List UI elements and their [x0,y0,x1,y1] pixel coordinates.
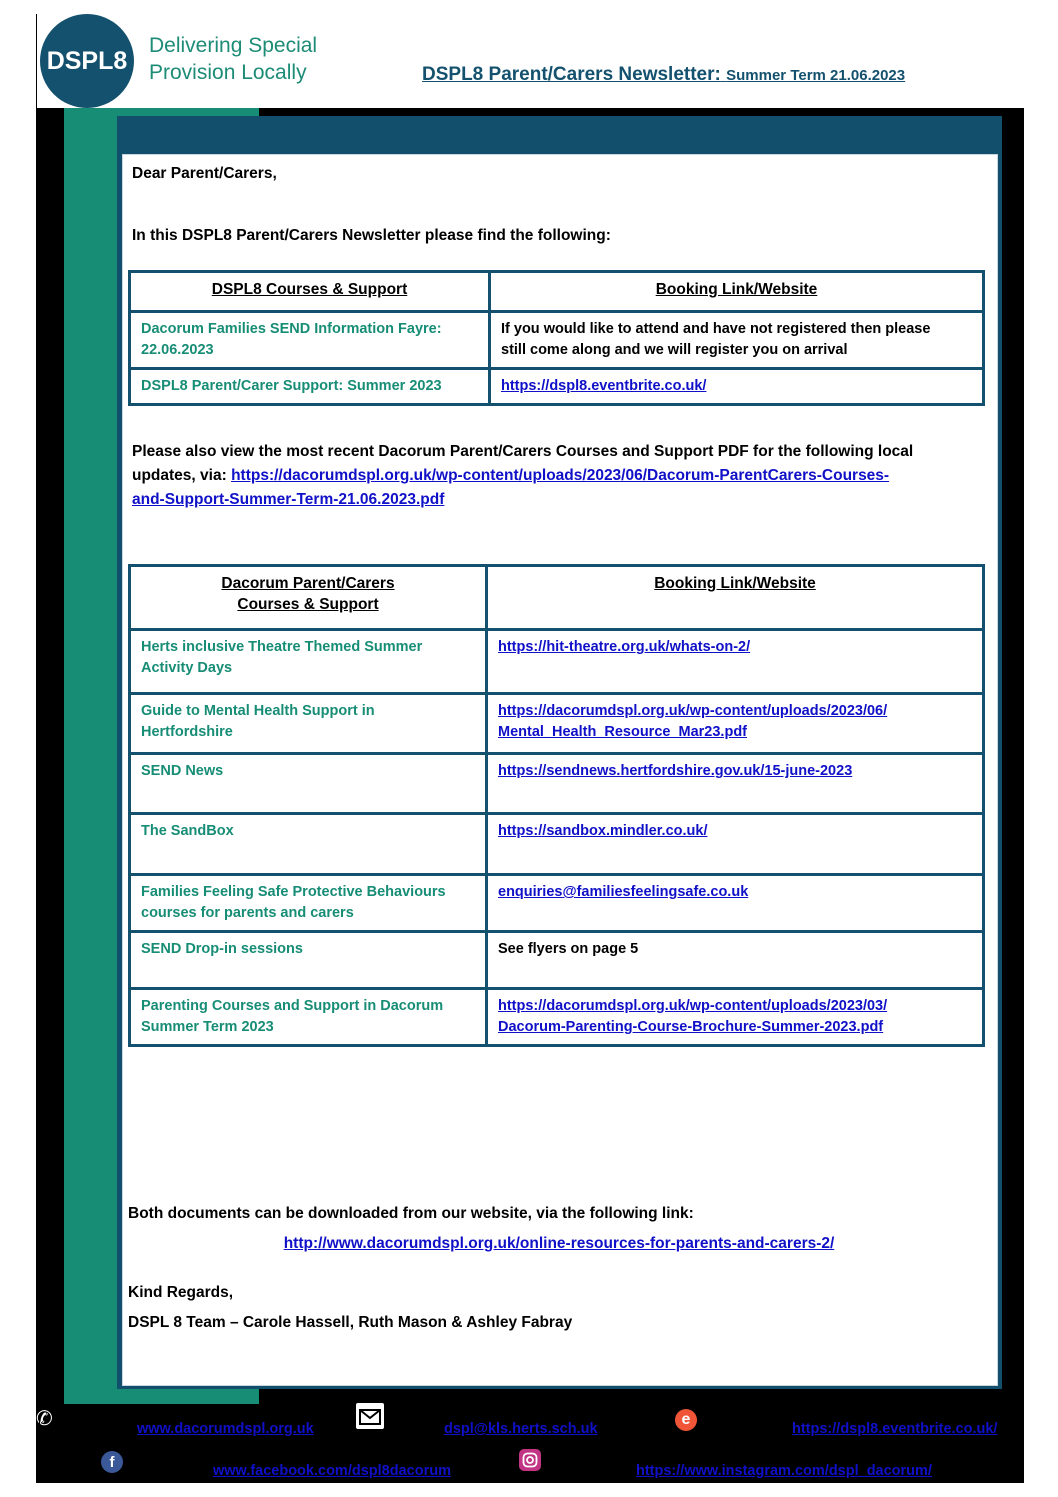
table-row [130,814,984,875]
table-row [130,754,984,814]
booking-email[interactable]: enquiries@familiesfeelingsafe.co.uk [487,875,984,932]
course-name: SEND Drop-in sessions [130,932,487,989]
course-name: DSPL8 Parent/Carer Support: Summer 2023 [130,369,490,405]
booking-info: See flyers on page 5 [487,932,984,989]
booking-link[interactable]: https://sendnews.hertfordshire.gov.uk/15-june-2023 [487,754,984,814]
logo-badge: DSPL8 [40,14,134,108]
table-row [130,932,984,989]
course-name: The SandBox [130,814,487,875]
course-name: Dacorum Families SEND Information Fayre: 22.06.2023 [130,312,490,369]
eventbrite-icon: e [675,1409,697,1431]
instagram-icon [519,1449,541,1471]
web-icon: ✆ [36,1408,53,1430]
download-link[interactable]: http://www.dacorumdspl.org.uk/online-resources-for-parents-and-carers-2/ [283,1235,835,1252]
regards: Kind Regards, [128,1284,234,1301]
table-row [130,694,984,754]
course-name: Guide to Mental Health Support in Hertfordshire [130,694,487,754]
header-band [334,14,1024,108]
booking-info: If you would like to attend and have not registered then please still come along and we will register you on arrival [490,312,984,369]
table-row [130,989,984,1046]
dspl8-courses-table [128,270,985,406]
footer-website-link[interactable]: www.dacorumdspl.org.uk [137,1421,314,1437]
booking-link[interactable]: https://dacorumdspl.org.uk/wp-content/uploads/2023/06/ Mental_Health_Resource_Mar23.pdf [487,694,984,754]
booking-link[interactable]: https://dacorumdspl.org.uk/wp-content/uploads/2023/03/ Dacorum-Parenting-Course-Brochure-Summer-2023.pdf [487,989,984,1046]
greeting: Dear Parent/Carers, [132,165,277,182]
facebook-icon: f [101,1451,123,1473]
team-signature: DSPL 8 Team – Carole Hassell, Ruth Mason & Ashley Fabray [128,1314,573,1331]
booking-link[interactable]: https://dspl8.eventbrite.co.uk/ [490,369,984,405]
column-header: DSPL8 Courses & Support [130,272,490,312]
course-name: Herts inclusive Theatre Themed Summer Activity Days [130,630,487,694]
course-name: Parenting Courses and Support in Dacorum Summer Term 2023 [130,989,487,1046]
pdf-link[interactable]: https://dacorumdspl.org.uk/wp-content/uploads/2023/06/Dacorum-ParentCarers-Courses- [231,467,890,484]
booking-link[interactable]: https://hit-theatre.org.uk/whats-on-2/ [487,630,984,694]
booking-link[interactable]: https://sandbox.mindler.co.uk/ [487,814,984,875]
email-icon [356,1403,384,1429]
column-header: Booking Link/Website [490,272,984,312]
table-row [130,630,984,694]
footer-instagram-link[interactable]: https://www.instagram.com/dspl_dacorum/ [636,1463,932,1479]
footer-facebook-link[interactable]: www.facebook.com/dspl8dacorum [213,1463,451,1479]
pdf-paragraph: Please also view the most recent Dacorum Parent/Carers Courses and Support PDF for the following local updates, via: https://dacorumdspl.org.uk/wp-content/uploads/2023/06/Dacorum-ParentCarers-Courses- and-Support-Summer-Term-21.06.2023.pdf [132,440,994,512]
course-name: Families Feeling Safe Protective Behaviours courses for parents and carers [130,875,487,932]
logo [37,14,334,108]
table-row [130,369,984,405]
newsletter-title: DSPL8 Parent/Carers Newsletter: Summer Term 21.06.2023 [422,64,906,85]
table-header-row [130,272,984,312]
footer-email-link[interactable]: dspl@kls.herts.sch.uk [444,1421,598,1437]
dacorum-courses-table [128,564,985,1047]
pdf-link-cont[interactable]: and-Support-Summer-Term-21.06.2023.pdf [132,491,445,508]
footer-eventbrite-link[interactable]: https://dspl8.eventbrite.co.uk/ [792,1421,998,1437]
table-row [130,312,984,369]
table-row [130,875,984,932]
intro-lead: In this DSPL8 Parent/Carers Newsletter please find the following: [132,227,611,244]
column-header: Dacorum Parent/Carers Courses & Support [130,566,487,630]
logo-tagline: Delivering Special Provision Locally [149,34,318,84]
download-text: Both documents can be downloaded from our website, via the following link: [128,1205,694,1222]
course-name: SEND News [130,754,487,814]
column-header: Booking Link/Website [487,566,984,630]
table-header-row [130,566,984,630]
